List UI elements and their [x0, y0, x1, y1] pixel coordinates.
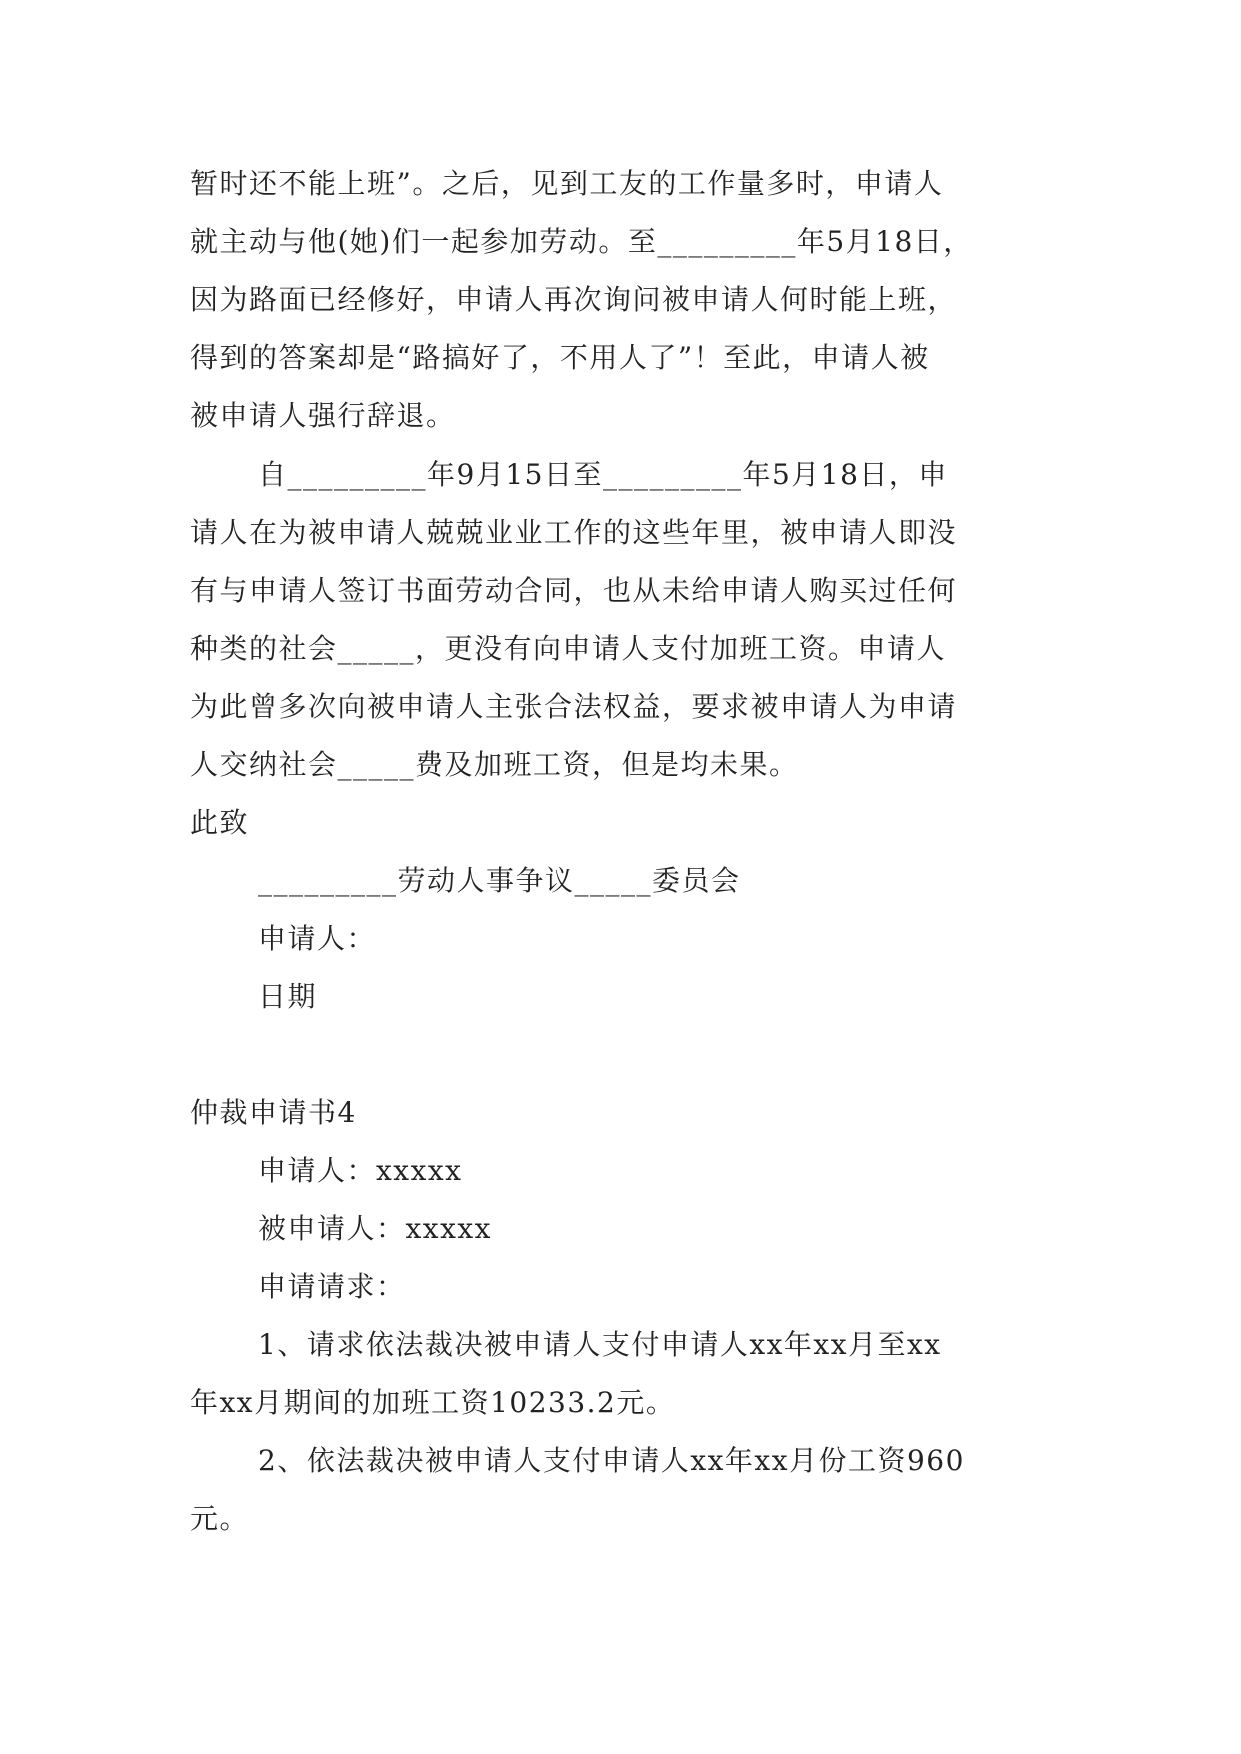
closing-salutation: 此致	[190, 806, 250, 839]
applicant-signature-line: 申请人：	[258, 922, 377, 955]
recipient-line: _________劳动人事争议_____委员会	[258, 864, 741, 897]
paragraph-line: 种类的社会_____，更没有向申请人支付加班工资。申请人	[190, 632, 947, 665]
request-item: 元。	[190, 1502, 250, 1535]
paragraph-line: 因为路面已经修好，申请人再次询问被申请人何时能上班，	[190, 283, 958, 316]
paragraph-line: 被申请人强行辞退。	[190, 399, 456, 432]
section-title: 仲裁申请书4	[190, 1096, 357, 1129]
paragraph-line: 为此曾多次向被申请人主张合法权益，要求被申请人为申请	[190, 690, 958, 723]
paragraph-line: 得到的答案却是“路搞好了，不用人了”！至此，申请人被	[190, 341, 930, 374]
request-item: 1、请求依法裁决被申请人支付申请人xx年xx月至xx	[258, 1328, 942, 1361]
request-item: 2、依法裁决被申请人支付申请人xx年xx月份工资960	[258, 1444, 965, 1477]
request-item: 年xx月期间的加班工资10233.2元。	[190, 1386, 676, 1419]
paragraph-line: 就主动与他(她)们一起参加劳动。至_________年5月18日，	[190, 225, 973, 258]
requests-heading: 申请请求：	[258, 1270, 406, 1303]
paragraph-line: 暂时还不能上班”。之后，见到工友的工作量多时，申请人	[190, 167, 944, 200]
applicant-line: 申请人：xxxxx	[258, 1154, 463, 1187]
paragraph-line: 人交纳社会_____费及加班工资，但是均未果。	[190, 748, 799, 781]
paragraph-line: 自_________年9月15日至_________年5月18日，申	[258, 458, 948, 491]
respondent-line: 被申请人：xxxxx	[258, 1212, 492, 1245]
paragraph-line: 请人在为被申请人兢兢业业工作的这些年里，被申请人即没	[190, 516, 958, 549]
date-line: 日期	[258, 980, 318, 1013]
paragraph-line: 有与申请人签订书面劳动合同，也从未给申请人购买过任何	[190, 574, 958, 607]
